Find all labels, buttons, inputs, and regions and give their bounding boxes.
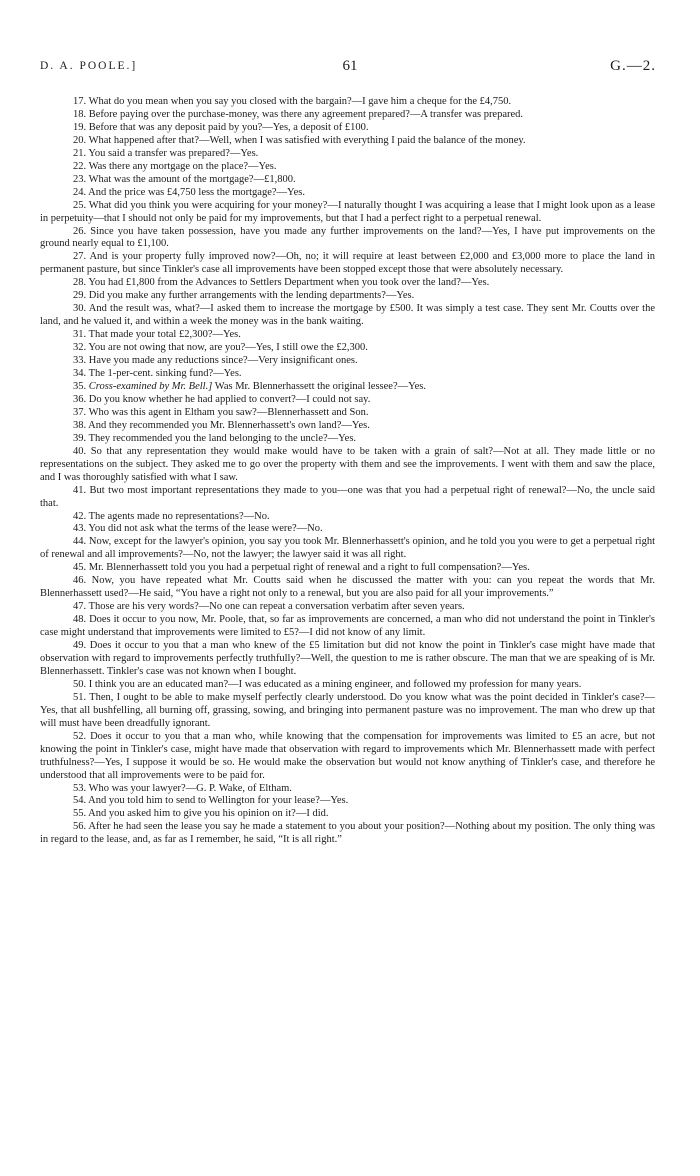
- question-text: And the result was, what?—I asked them to increase the mortgage by £500. It was simply a test case. They sent Mr. Coutts over the land, and he valued it, and within a week the money was in the bank waiting.: [40, 303, 656, 328]
- question-text: That made your total £2,300?—Yes.: [88, 329, 241, 341]
- question-text: What did you think you were acquiring for your money?—I naturally thought I was acquiring a lease that I might look upon as a lease in perpetuity—that I should not only be paid for my improvements, but that I had a perfect right to a perpetual renewal.: [40, 199, 655, 224]
- question-text: Do you know whether he had applied to convert?—I could not say.: [88, 393, 371, 405]
- question-paragraph: [40, 355, 655, 368]
- question-paragraph: [40, 329, 655, 342]
- question-paragraph: [40, 135, 655, 148]
- question-text: What happened after that?—Well, when I was satisfied with everything I paid the balance of the money.: [88, 134, 526, 146]
- question-text: But two most important representations they made to you—one was that you had a perpetual right of renewal?—No, the uncle said that.: [40, 484, 655, 509]
- question-number: 40.: [73, 445, 87, 457]
- question-number: 46.: [73, 575, 87, 587]
- question-number: 27.: [73, 251, 87, 263]
- question-number: 20.: [73, 134, 87, 146]
- question-paragraph: [40, 420, 655, 433]
- question-number: 51.: [73, 691, 87, 703]
- question-text: Now, you have repeated what Mr. Coutts said when he discussed the matter with you: can you repeat the words that Mr. Blennerhassett used?—He said, “You have a right not only to a renewal, but you are also paid for all your improvements.”: [40, 575, 656, 600]
- question-text: Was there any mortgage on the place?—Yes.: [88, 160, 277, 172]
- question-number: 25.: [73, 199, 87, 211]
- question-number: 35.: [73, 380, 87, 392]
- question-number: 41.: [73, 484, 87, 496]
- question-paragraph: [40, 536, 655, 562]
- question-number: 53.: [73, 782, 87, 794]
- question-paragraph: [40, 342, 655, 355]
- question-text: Was Mr. Blennerhassett the original lessee?—Yes.: [212, 380, 427, 392]
- question-paragraph: [40, 821, 655, 847]
- question-number: 47.: [73, 601, 87, 613]
- question-number: 31.: [73, 329, 87, 341]
- question-text: You did not ask what the terms of the lease were?—No.: [88, 523, 323, 535]
- question-text: And is your property fully improved now?—Oh, no; it will require at least between £2,000 and £3,000 more to place the land in permanent pasture, but since Tinkler's case all improvements have been stopped except those that were absolutely necessary.: [40, 251, 655, 276]
- question-number: 19.: [73, 121, 87, 133]
- question-number: 49.: [73, 640, 87, 652]
- question-paragraph: [40, 161, 655, 174]
- question-number: 38.: [73, 419, 87, 431]
- question-text: After he had seen the lease you say he made a statement to you about your position?—Nothing about my position. The only thing was in regard to the lease, and, as far as I remember, he said, “It is all right.”: [40, 821, 655, 846]
- question-number: 54.: [73, 795, 87, 807]
- question-text: Who was this agent in Eltham you saw?—Blennerhassett and Son.: [88, 406, 369, 418]
- question-paragraph: [40, 122, 655, 135]
- question-paragraph: [40, 783, 655, 796]
- question-paragraph: [40, 575, 655, 601]
- question-number: 23.: [73, 173, 87, 185]
- question-number: 17.: [73, 96, 87, 107]
- question-text: And you asked him to give you his opinion on it?—I did.: [88, 808, 329, 820]
- page-header: [40, 58, 660, 78]
- question-text: Did you make any further arrangements with the lending departments?—Yes.: [88, 290, 415, 302]
- question-text: So that any representation they would make would have to be taken with a grain of salt?—Not at all. They made little or no representations on the subject. They asked me to go over the property with them and see the improvements. I went with them and saw the place, and I was thoroughly satisfied with what I saw.: [40, 445, 655, 483]
- question-paragraph: [40, 200, 655, 226]
- question-text: Since you have taken possession, have you made any further improvements on the land?—Yes, I have put improvements on the ground nearly equal to £1,100.: [40, 225, 655, 250]
- question-number: 45.: [73, 562, 87, 574]
- question-paragraph: [40, 640, 655, 679]
- question-paragraph: [40, 368, 655, 381]
- question-paragraph: [40, 109, 655, 122]
- question-number: 18.: [73, 108, 87, 120]
- question-paragraph: [40, 485, 655, 511]
- question-text: The agents made no representations?—No.: [88, 510, 270, 522]
- question-paragraph: [40, 511, 655, 524]
- question-paragraph: [40, 174, 655, 187]
- question-number: 26.: [73, 225, 87, 237]
- question-paragraph: [40, 692, 655, 731]
- question-number: 24.: [73, 186, 87, 198]
- question-text: The 1-per-cent. sinking fund?—Yes.: [88, 368, 242, 380]
- question-number: 30.: [73, 303, 87, 315]
- question-text: You said a transfer was prepared?—Yes.: [88, 147, 259, 159]
- question-paragraph: [40, 148, 655, 161]
- question-text: Before that was any deposit paid by you?—Yes, a deposit of £100.: [88, 121, 369, 133]
- question-number: 29.: [73, 290, 87, 302]
- question-paragraph: [40, 226, 655, 252]
- question-text: Mr. Blennerhassett told you you had a perpetual right of renewal and a right to full compensation?—Yes.: [88, 562, 530, 574]
- question-paragraph: [40, 96, 655, 109]
- question-text: You are not owing that now, are you?—Yes, I still owe the £2,300.: [88, 342, 368, 354]
- question-paragraph: [40, 601, 655, 614]
- question-text: And they recommended you Mr. Blennerhassett's own land?—Yes.: [88, 419, 370, 431]
- question-paragraph: [40, 290, 655, 303]
- question-paragraph: [40, 614, 655, 640]
- header-witness-name: D. A. POOLE.]: [40, 60, 138, 72]
- question-paragraph: [40, 679, 655, 692]
- question-paragraph: [40, 303, 655, 329]
- question-number: 43.: [73, 523, 87, 535]
- question-number: 36.: [73, 393, 87, 405]
- question-paragraph: [40, 562, 655, 575]
- question-number: 28.: [73, 277, 87, 289]
- question-text: Have you made any reductions since?—Very insignificant ones.: [88, 355, 358, 367]
- question-text: Now, except for the lawyer's opinion, you say you took Mr. Blennerhassett's opinion, and he told you you were to get a perpetual right of renewal and all improvements?—No, not the lawyer; the lawyer said it was all right.: [40, 536, 656, 561]
- question-number: 42.: [73, 510, 87, 522]
- question-text: I think you are an educated man?—I was educated as a mining engineer, and followed my profession for many years.: [88, 678, 582, 690]
- question-paragraph: [40, 731, 655, 783]
- question-number: 21.: [73, 147, 87, 159]
- question-number: 34.: [73, 368, 87, 380]
- question-number: 52.: [73, 730, 87, 742]
- question-paragraph: [40, 394, 655, 407]
- question-text: And the price was £4,750 less the mortgage?—Yes.: [88, 186, 305, 198]
- question-text: Does it occur to you that a man who knew of the £5 limitation but did not know the point in Tinkler's case might have made that observation with regard to improvements perfectly truthfully?—Well, the question to me is rather obscure. The man that we are speaking of is Mr. Blennerhassett. Tinkler's case was not known when I bought.: [40, 640, 655, 677]
- question-paragraph: [40, 523, 655, 536]
- cross-examination-note: Cross-examined by Mr. Bell.]: [88, 380, 213, 392]
- question-text: Does it occur to you now, Mr. Poole, that, so far as improvements are concerned, a man who did not understand the point in Tinkler's case might understand that improvements were limited to £5?—I did not know of any limit.: [40, 614, 656, 639]
- question-paragraph: [40, 446, 655, 485]
- question-text: Before paying over the purchase-money, was there any agreement prepared?—A transfer was prepared.: [88, 108, 524, 120]
- question-number: 44.: [73, 536, 87, 548]
- document-reference: G.—2.: [610, 58, 656, 74]
- question-paragraph: [40, 381, 655, 394]
- question-number: 33.: [73, 355, 87, 367]
- question-number: 37.: [73, 406, 87, 418]
- question-text: They recommended you the land belonging to the uncle?—Yes.: [88, 432, 357, 444]
- question-paragraph: [40, 277, 655, 290]
- question-text: You had £1,800 from the Advances to Settlers Department when you took over the land?—Yes.: [88, 277, 490, 289]
- question-number: 50.: [73, 678, 87, 690]
- question-text: And you told him to send to Wellington for your lease?—Yes.: [88, 795, 349, 807]
- question-number: 56.: [73, 821, 87, 833]
- page-number: 61: [342, 58, 358, 74]
- question-text: Does it occur to you that a man who, while knowing that the compensation for improvements was limited to £5 an acre, but not knowing the point in Tinkler's case, might have made that observation with regard to improvements which Mr. Blennerhassett made with perfect truthfulness?—Yes, I suppose it would be so. He would make the observation but would not know anything of Tinkler's case, and therefore he understood that all improvements were to be paid for.: [40, 730, 656, 781]
- question-number: 22.: [73, 160, 87, 172]
- question-number: 32.: [73, 342, 87, 354]
- question-number: 39.: [73, 432, 87, 444]
- question-text: What was the amount of the mortgage?—£1,800.: [88, 173, 296, 185]
- question-text: Who was your lawyer?—G. P. Wake, of Eltham.: [88, 782, 292, 794]
- question-number: 48.: [73, 614, 87, 626]
- question-paragraph: [40, 187, 655, 200]
- question-paragraph: [40, 407, 655, 420]
- question-paragraph: [40, 433, 655, 446]
- question-text: What do you mean when you say you closed with the bargain?—I gave him a cheque for the £4,750.: [88, 96, 512, 107]
- question-text: Those are his very words?—No one can repeat a conversation verbatim after seven years.: [88, 601, 465, 613]
- question-paragraph: [40, 808, 655, 821]
- question-paragraph: [40, 251, 655, 277]
- question-paragraph: [40, 795, 655, 808]
- question-text: Then, I ought to be able to make myself perfectly clearly understood. Do you know what was the point decided in Tinkler's case?—Yes, that all bushfelling, all burning off, grassing, sowing, and bringing into permanent pasture was no improvement. The man who drew up that will must have been dreadfully ignorant.: [40, 691, 655, 729]
- question-number: 55.: [73, 808, 87, 820]
- testimony-body: [40, 96, 655, 847]
